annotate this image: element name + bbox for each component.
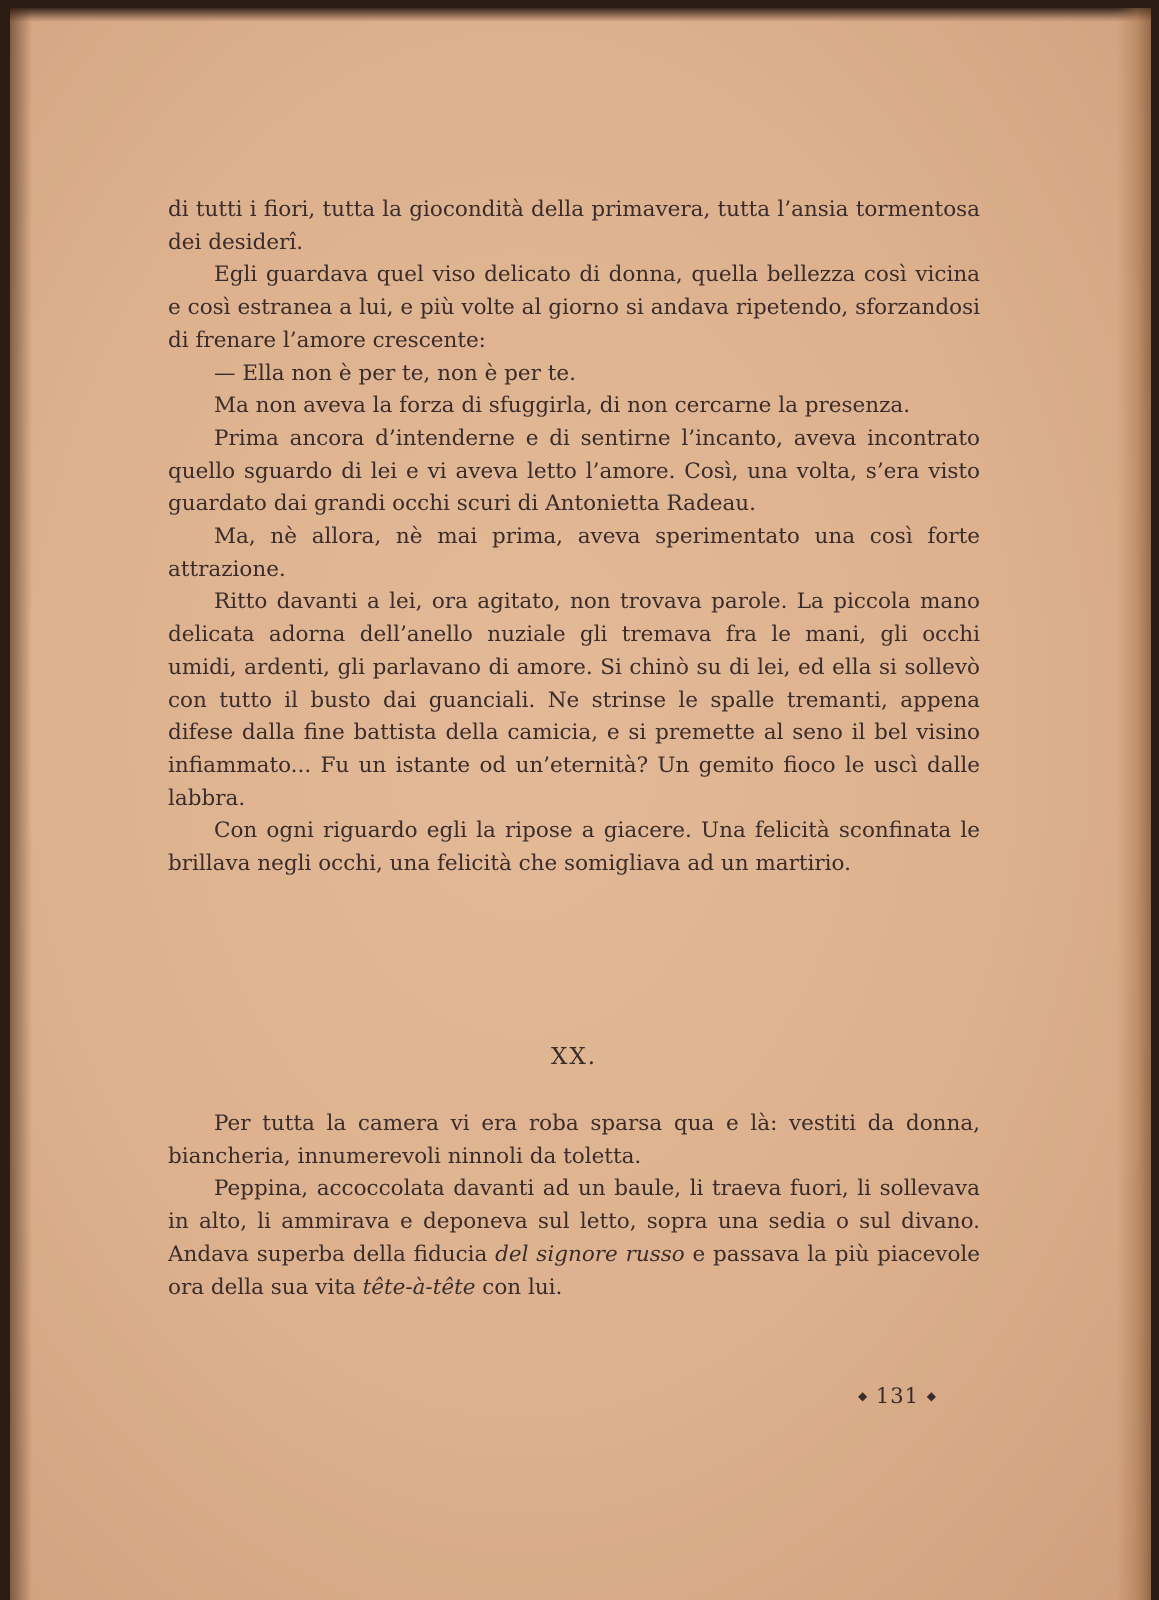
page-outer-edge [1117, 8, 1151, 1600]
italic-run: tête-à-tête [362, 1274, 476, 1300]
dialogue-line: — Ella non è per te, non è per te. [214, 360, 576, 386]
paragraph: Ma non aveva la forza di sfuggirla, di non cercarne la presenza. [214, 393, 911, 419]
paragraph [168, 1173, 980, 1304]
body-text [168, 194, 980, 881]
paragraph: Ma, nè allora, nè mai prima, aveva sperimentato una così forte attrazione. [168, 524, 980, 582]
ornament-icon: ◆ [858, 1389, 869, 1403]
page-top-edge [10, 8, 1151, 22]
page-number [858, 1384, 937, 1408]
text-run: e passava la più piacevole ora della sua vita [168, 1241, 980, 1300]
paragraph: Prima ancora d’intenderne e di sentirne l’incanto, aveva incontrato quello sguardo di lei e vi aveva letto l’amore. Così, una volta, s’era visto guardato dai grandi occhi scuri di Antonietta Radeau. [168, 425, 980, 517]
paragraph: Ritto davanti a lei, ora agitato, non trovava parole. La piccola mano delicata adorna dell’anello nuziale gli tremava fra le mani, gli occhi umidi, ardenti, gli parlavano di amore. Si chinò su di lei, ed ella si sollevò con tutto il busto dai guanciali. Ne strinse le spalle tremanti, appena difese dalla fine battista della camicia, e si premette al seno il bel visino infiammato... Fu un istante od un’eternità? Un gemito fioco le uscì dalle labbra. [168, 589, 980, 811]
paragraph: Per tutta la camera vi era roba sparsa qua e là: vestiti da donna, biancheria, innumerevoli ninnoli da toletta. [168, 1111, 980, 1169]
paragraph: di tutti i fiori, tutta la giocondità della primavera, tutta l’ansia tormentosa dei desiderî. [168, 197, 980, 255]
text-run: Peppina, accoccolata davanti ad un baule, li traeva fuori, li sollevava in alto, li ammirava e deponeva sul letto, sopra una sedia o sul divano. Andava superba della fiducia [168, 1176, 980, 1267]
ornament-icon: ◆ [926, 1389, 937, 1403]
text-run: con lui. [475, 1274, 563, 1300]
book-page [10, 8, 1151, 1600]
chapter-heading: XX. [550, 1044, 598, 1070]
italic-run: del signore russo [495, 1241, 685, 1267]
page-binding-edge [10, 8, 32, 1600]
page-number-value: 131 [875, 1384, 920, 1408]
paragraph: Con ogni riguardo egli la ripose a giacere. Una felicità sconfinata le brillava negli occhi, una felicità che somigliava ad un martirio. [168, 818, 980, 877]
chapter-text [168, 1108, 980, 1304]
paragraph: Egli guardava quel viso delicato di donna, quella bellezza così vicina e così estranea a lui, e più volte al giorno si andava ripetendo, sforzandosi di frenare l’amore crescente: [168, 262, 980, 353]
